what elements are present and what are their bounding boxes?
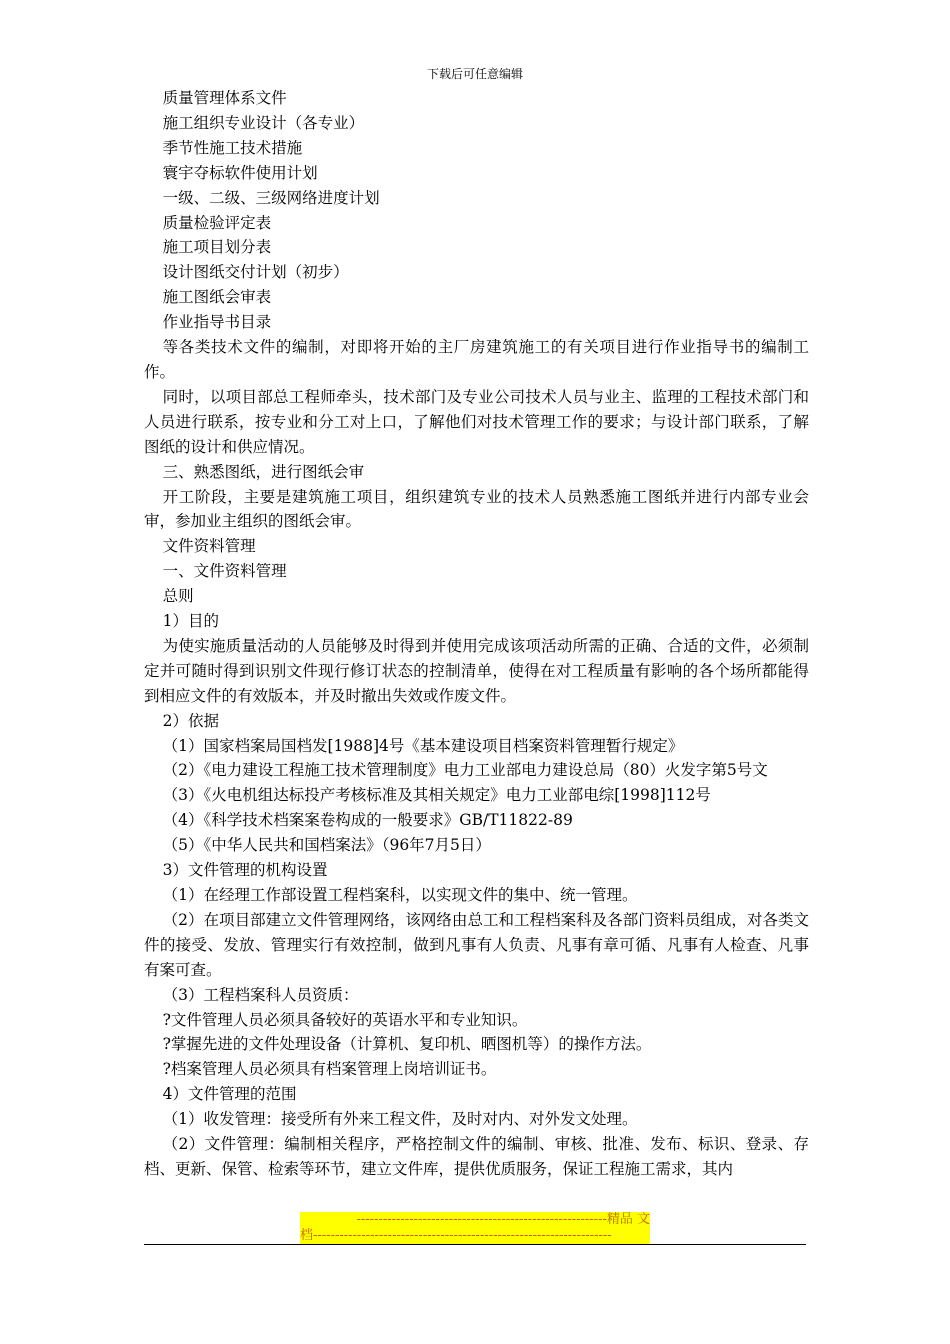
paragraph: 质量检验评定表 <box>162 213 272 232</box>
paragraph: （2）《电力建设工程施工技术管理制度》电力工业部电力建设总局（80）火发字第5号文 <box>162 761 768 780</box>
paragraph: （1）国家档案局国档发[1988]4号《基本建设项目档案资料管理暂行规定》 <box>162 736 684 755</box>
footer-rule <box>144 1244 806 1245</box>
paragraph: （2）在项目部建立文件管理网络，该网络由总工和工程档案科及各部门资料员组成，对各类文件的接受、发放、管理实行有效控制，做到凡事有人负责、凡事有章可循、凡事有人检查、凡事有案可查。 <box>144 910 809 979</box>
paragraph: ?档案管理人员必须具有档案管理上岗培训证书。 <box>162 1060 497 1079</box>
paragraph: 设计图纸交付计划（初步） <box>162 263 349 282</box>
paragraph: 一、文件资料管理 <box>162 562 287 581</box>
paragraph: 4）文件管理的范围 <box>162 1085 297 1104</box>
paragraph: 总则 <box>162 587 194 606</box>
paragraph: （5）《中华人民共和国档案法》（96年7月5日） <box>162 836 491 855</box>
paragraph: 寰宇夺标软件使用计划 <box>162 163 318 182</box>
paragraph: 质量管理体系文件 <box>162 89 287 107</box>
paragraph: 为使实施质量活动的人员能够及时得到并使用完成该项活动所需的正确、合适的文件，必须制定并可随时得到识别文件现行修订状态的控制清单，使得在对工程质量有影响的各个场所都能得到相应文件的有效版本，并及时撤出失效或作废文件。 <box>144 636 809 705</box>
footer-banner <box>300 1212 650 1244</box>
paragraph: 1）目的 <box>162 612 219 631</box>
paragraph: 一级、二级、三级网络进度计划 <box>162 188 380 207</box>
document-body <box>144 86 809 1182</box>
paragraph: 同时，以项目部总工程师牵头，技术部门及专业公司技术人员与业主、监理的工程技术部门和人员进行联系，按专业和分工对上口，了解他们对技术管理工作的要求；与设计部门联系，了解图纸的设计和供应情况。 <box>144 387 809 456</box>
paragraph: （1）收发管理：接受所有外来工程文件，及时对内、对外发文处理。 <box>162 1110 638 1129</box>
paragraph: 施工项目划分表 <box>162 238 272 257</box>
paragraph: 施工组织专业设计（各专业） <box>162 113 365 132</box>
paragraph: 开工阶段，主要是建筑施工项目，组织建筑专业的技术人员熟悉施工图纸并进行内部专业会审，参加业主组织的图纸会审。 <box>144 487 809 531</box>
paragraph: （4）《科学技术档案案卷构成的一般要求》GB/T11822-89 <box>162 811 573 830</box>
paragraph: （2）文件管理：编制相关程序，严格控制文件的编制、审核、批准、发布、标识、登录、存档、更新、保管、检索等环节，建立文件库，提供优质服务，保证工程施工需求，其内 <box>144 1135 809 1178</box>
paragraph: （3）工程档案科人员资质： <box>162 985 359 1004</box>
paragraph: （3）《火电机组达标投产考核标准及其相关规定》电力工业部电综[1998]112号 <box>162 786 711 805</box>
paragraph: 作业指导书目录 <box>162 313 272 332</box>
footer-line-2: 档-------------------------------------------------------------------- <box>300 1228 612 1243</box>
paragraph: 三、熟悉图纸，进行图纸会审 <box>162 462 365 481</box>
paragraph: 季节性施工技术措施 <box>162 138 303 157</box>
paragraph: 3）文件管理的机构设置 <box>162 861 328 880</box>
paragraph: 2）依据 <box>162 711 219 730</box>
paragraph: ?文件管理人员必须具备较好的英语水平和专业知识。 <box>162 1010 528 1029</box>
paragraph: ?掌握先进的文件处理设备（计算机、复印机、晒图机等）的操作方法。 <box>162 1035 652 1054</box>
paragraph: （1）在经理工作部设置工程档案科，以实现文件的集中、统一管理。 <box>162 886 638 904</box>
page-header: 下载后可任意编辑 <box>426 67 523 81</box>
paragraph: 施工图纸会审表 <box>162 288 272 307</box>
footer-line-1: ---------------------------------------------------------精品 文 <box>356 1212 650 1227</box>
paragraph: 文件资料管理 <box>162 537 256 556</box>
paragraph: 等各类技术文件的编制，对即将开始的主厂房建筑施工的有关项目进行作业指导书的编制工作。 <box>144 338 809 381</box>
